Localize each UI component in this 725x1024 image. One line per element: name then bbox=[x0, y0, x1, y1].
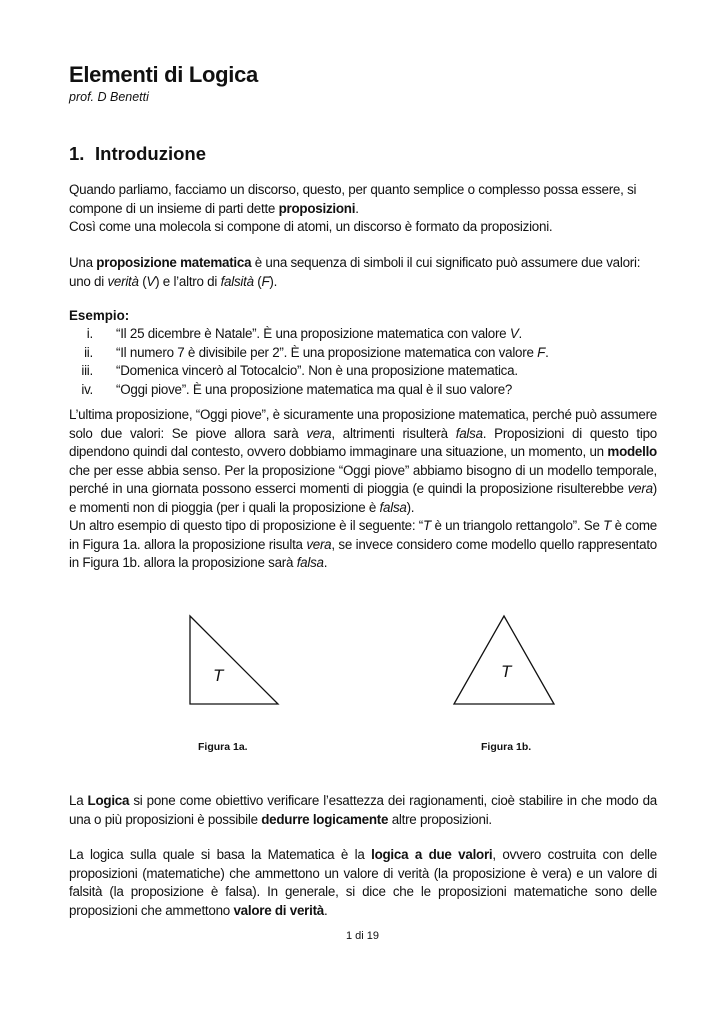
italic-term: verità bbox=[107, 273, 139, 289]
text-run: si pone come obiettivo verificare l’esattezza dei ragionamenti, cioè stabilire in che modo da una o più proposizioni è possibile bbox=[69, 793, 657, 827]
text-run: “Oggi piove”. È una proposizione matematica ma qual è il suo valore? bbox=[116, 381, 513, 397]
text-run: . bbox=[518, 326, 523, 341]
italic-term: V bbox=[146, 273, 156, 289]
bold-term: modello bbox=[607, 444, 657, 459]
italic-term: F bbox=[537, 344, 546, 360]
text-run: Così come una molecola si compone di atomi, un discorso è formato da proposizioni. bbox=[69, 219, 553, 234]
italic-term: T bbox=[423, 518, 431, 533]
discussion-paragraph bbox=[69, 406, 657, 573]
text-run: “Il 25 dicembre è Natale”. È una proposizione matematica con valore bbox=[116, 326, 510, 341]
italic-term: falsa bbox=[379, 499, 407, 515]
text-run: ). bbox=[269, 273, 278, 289]
text-run: ( bbox=[253, 273, 262, 289]
text-run: ) e l’altro di bbox=[155, 273, 221, 289]
text-run: , altrimenti risulterà bbox=[331, 425, 456, 441]
text-run: . Proposizioni di questo tipo dipendono quindi dal contesto, ovvero dobbiamo immaginare una situazione, un momento, un bbox=[69, 425, 658, 459]
bold-term: valore di verità bbox=[233, 902, 324, 918]
text-run: Quando parliamo, facciamo un discorso, questo, per quanto semplice o complesso possa essere, si compone di un insieme di parti dette bbox=[69, 182, 637, 216]
text-run: . bbox=[545, 344, 549, 360]
text-run: L’ultima proposizione, “Oggi piove”, è sicuramente una proposizione matematica, perché può assumere solo due valori: Se piove allora sarà bbox=[69, 407, 657, 441]
text-run: La logica sulla quale si basa la Matematica è la bbox=[69, 847, 372, 862]
text-run: La bbox=[69, 793, 88, 808]
italic-term: V bbox=[509, 326, 519, 341]
text-run: . bbox=[323, 555, 328, 570]
document-title: Elementi di Logica bbox=[69, 62, 258, 87]
section-heading bbox=[69, 143, 206, 165]
list-item bbox=[69, 344, 669, 363]
bold-term: Logica bbox=[87, 793, 130, 808]
figure-1a-caption: Figura 1a. bbox=[198, 741, 248, 753]
list-item bbox=[69, 325, 669, 344]
italic-term: T bbox=[603, 518, 612, 533]
list-numeral: iv. bbox=[81, 381, 93, 397]
text-run: ). bbox=[406, 499, 415, 515]
section-number: 1. bbox=[69, 143, 85, 164]
list-numeral: ii. bbox=[84, 344, 93, 360]
definition-paragraph bbox=[69, 254, 657, 291]
italic-term: vera bbox=[306, 536, 332, 552]
figure-1a-label: T bbox=[213, 666, 224, 685]
italic-term: vera bbox=[627, 481, 653, 496]
list-item bbox=[69, 362, 669, 381]
two-valued-logic-paragraph bbox=[69, 846, 657, 920]
italic-term: vera bbox=[306, 425, 332, 441]
italic-term: falsa bbox=[296, 555, 324, 570]
figure-1a-right-triangle bbox=[185, 612, 285, 708]
text-run: che per esse abbia senso. Per la proposizione “Oggi piove” abbiamo bisogno di un modello temporale, perché in una giornata possono esserci momenti di pioggia (e quindi la proposizione risulterebbe bbox=[69, 462, 657, 496]
text-run: . bbox=[323, 902, 328, 918]
text-run: “Il numero 7 è divisibile per 2”. È una proposizione matematica con valore bbox=[116, 344, 538, 360]
text-run: ) e momenti non di pioggia (per i quali la proposizione è bbox=[69, 481, 657, 515]
bold-term: dedurre logicamente bbox=[261, 811, 389, 827]
text-run: “Domenica vincerò al Totocalcio”. Non è una proposizione matematica. bbox=[116, 363, 518, 378]
intro-paragraph bbox=[69, 181, 657, 237]
text-run: ( bbox=[138, 273, 147, 289]
list-numeral: i. bbox=[86, 326, 93, 341]
italic-term: falsa bbox=[455, 425, 483, 441]
text-run: è un triangolo rettangolo”. Se bbox=[430, 518, 604, 533]
text-run: Una bbox=[69, 255, 97, 270]
text-run: , ovvero costruita con delle proposizioni (matematiche) che ammettono un valore di verità (la proposizione è vera) e un valore di falsità (la proposizione è falsa). In generale, si dice che le proposizioni matematiche sono delle proposizioni che ammettono bbox=[69, 847, 657, 918]
examples-heading: Esempio: bbox=[69, 308, 130, 323]
page-number: 1 di 19 bbox=[345, 930, 380, 942]
list-item bbox=[69, 381, 669, 400]
text-run: , se invece considero come modello quello rappresentato in Figura 1b. allora la proposizione sarà bbox=[69, 536, 658, 570]
italic-term: F bbox=[261, 273, 270, 289]
figure-1b-caption: Figura 1b. bbox=[481, 741, 532, 753]
section-title: Introduzione bbox=[95, 143, 206, 164]
examples-list bbox=[69, 325, 669, 399]
text-run: altre proposizioni. bbox=[388, 811, 492, 827]
right-triangle-shape bbox=[190, 616, 278, 704]
list-numeral: iii. bbox=[81, 363, 93, 378]
text-run: è come in Figura 1a. allora la proposizione risulta bbox=[69, 518, 657, 552]
logic-paragraph bbox=[69, 792, 657, 829]
bold-term: proposizione matematica bbox=[96, 255, 252, 270]
text-run: è una sequenza di simboli il cui significato può assumere due valori: uno di bbox=[69, 255, 641, 289]
document-author: prof. D Benetti bbox=[69, 90, 149, 104]
text-run: . bbox=[355, 200, 359, 216]
bold-term: logica a due valori bbox=[371, 847, 493, 862]
text-run: Un altro esempio di questo tipo di proposizione è il seguente: “ bbox=[69, 518, 424, 533]
figure-1b-label: T bbox=[501, 662, 512, 681]
figure-1b-equilateral-triangle bbox=[450, 612, 558, 708]
bold-term: proposizioni bbox=[278, 200, 356, 216]
italic-term: falsità bbox=[220, 273, 254, 289]
equilateral-triangle-shape bbox=[454, 616, 554, 704]
